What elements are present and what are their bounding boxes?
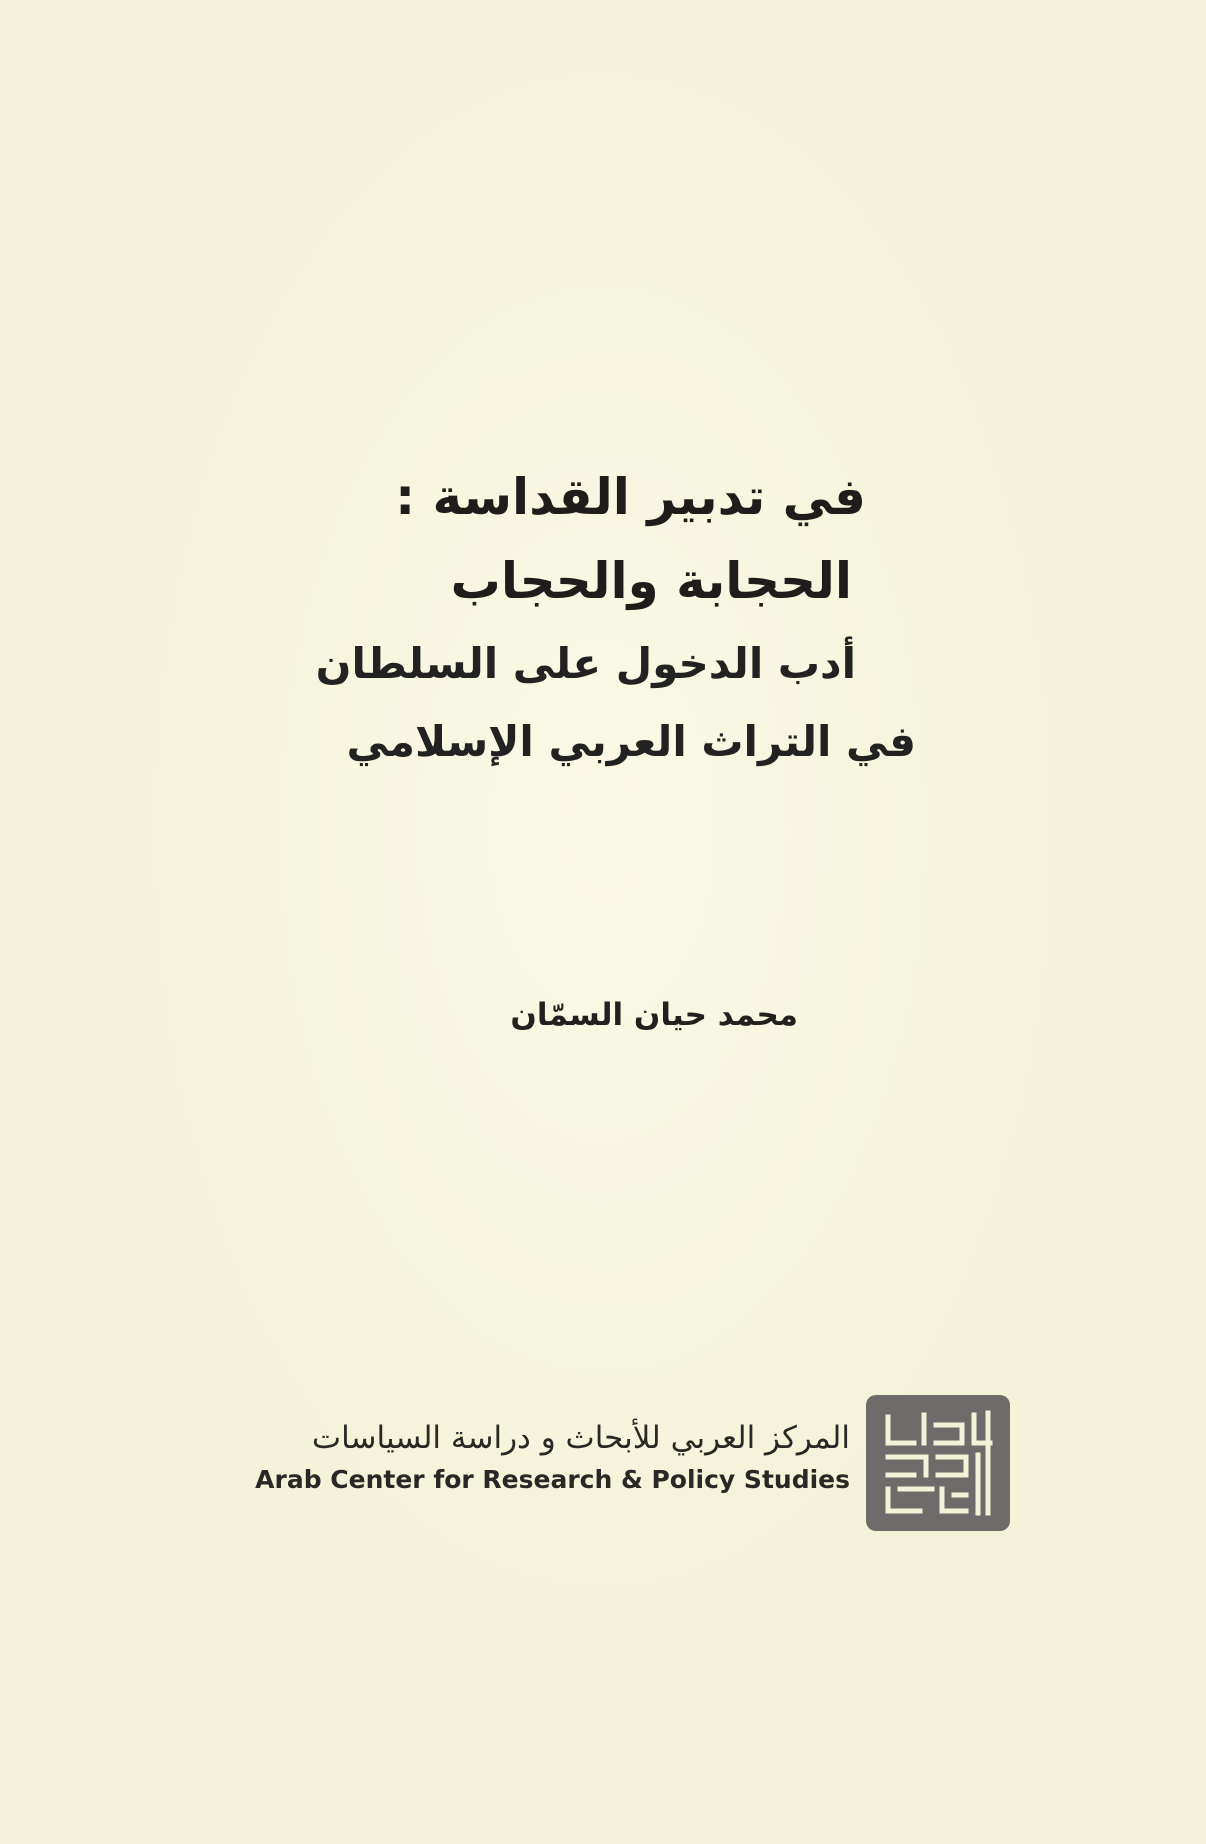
subtitle-line-1: أدب الدخول على السلطان	[315, 639, 856, 688]
main-title	[246, 455, 866, 623]
subtitle-line-2: في التراث العربي الإسلامي	[346, 717, 916, 766]
author-name: محمد حيان السمّان	[510, 997, 798, 1033]
publisher-name-arabic: المركز العربي للأبحاث و دراسة السياسات	[311, 1420, 850, 1456]
arab-center-logo-icon	[866, 1395, 1010, 1531]
title-line-1: في تدبير القداسة :	[395, 468, 866, 526]
publisher-name-english: Arab Center for Research & Policy Studies	[255, 1465, 850, 1494]
subtitle	[276, 625, 916, 781]
title-line-2: الحجابة والحجاب	[450, 552, 852, 610]
publisher-block	[250, 1415, 850, 1499]
